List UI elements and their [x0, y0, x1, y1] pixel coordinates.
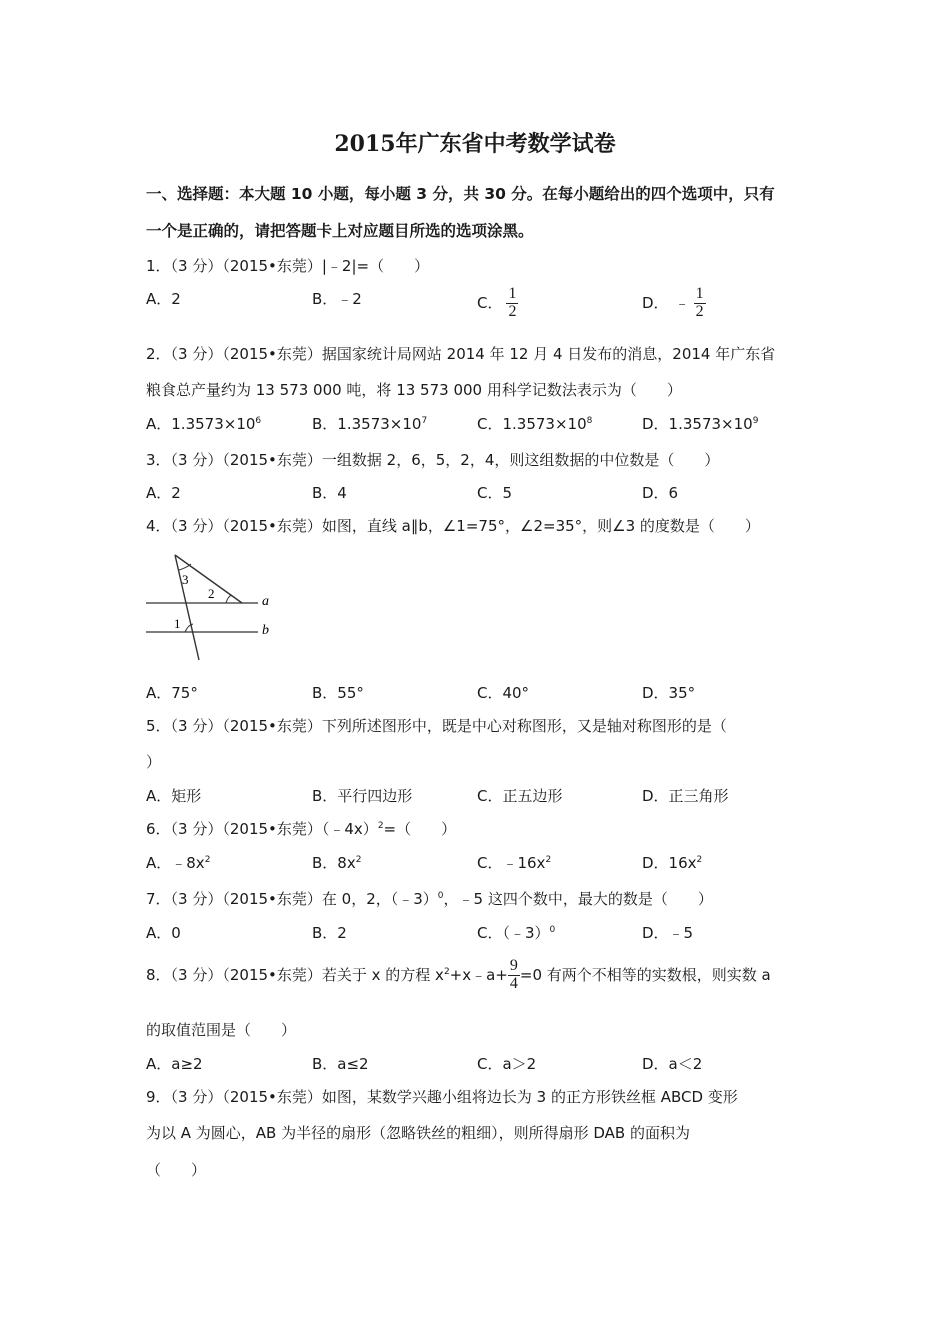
- q6-option-c: [477, 852, 551, 873]
- angle-2-arc: [226, 595, 232, 603]
- q5-option-a: A．矩形: [146, 787, 202, 805]
- q6-stem-exponent: 2: [377, 821, 384, 831]
- q8-stem-post: =0 有两个不相等的实数根，则实数 a: [519, 965, 771, 984]
- q7-option-a: A．0: [146, 924, 181, 942]
- q1-option-b: B．﹣2: [312, 290, 362, 308]
- q7-stem: [146, 888, 816, 909]
- q3-stem: 3．（3 分）（2015•东莞）一组数据 2，6，5，2，4，则这组数据的中位数是（ ）: [146, 451, 720, 469]
- q5-option-d: D．正三角形: [642, 787, 729, 805]
- q2-d-base: D．1.3573×10: [642, 415, 753, 433]
- section-heading-line-1: 一、选择题：本大题 10 小题，每小题 3 分，共 30 分。在每小题给出的四个选项中，只有: [146, 185, 775, 203]
- section-heading-line-2: 一个是正确的，请把答题卡上对应题目所选的选项涂黑。: [146, 222, 534, 240]
- q7-c-exponent: 0: [549, 925, 556, 935]
- q2-a-exponent: 6: [255, 416, 262, 426]
- q2-options: [146, 413, 806, 435]
- q3-option-a: A．2: [146, 484, 181, 502]
- q8-fraction-denominator: 4: [509, 974, 518, 992]
- q1-option-a: A．2: [146, 290, 181, 308]
- q2-stem-line-1: 2．（3 分）（2015•东莞）据国家统计局网站 2014 年 12 月 4 日发布的消息，2014 年广东省: [146, 345, 776, 363]
- q8-stem: [146, 958, 816, 993]
- q6-option-d: [642, 852, 702, 873]
- q8-stem-pre: 8．（3 分）（2015•东莞）若关于 x 的方程 x: [146, 965, 444, 984]
- q4-options: [146, 682, 806, 704]
- q5-options: [146, 785, 806, 807]
- q2-c-base: C．1.3573×10: [477, 415, 587, 433]
- q5-option-c: C．正五边形: [477, 787, 563, 805]
- q1-option-d-sign: ﹣: [674, 293, 690, 312]
- q4-parallel-lines-figure: [146, 550, 281, 664]
- q9-stem-line-2: 为以 A 为圆心，AB 为半径的扇形（忽略铁丝的粗细），则所得扇形 DAB 的面积为: [146, 1124, 690, 1142]
- line-a-label: a: [262, 594, 269, 609]
- q1-option-c-label: C．: [477, 293, 503, 312]
- q6-c-exponent: 2: [545, 855, 552, 865]
- q8-stem-line-2: 的取值范围是（ ）: [146, 1021, 297, 1039]
- q8-option-c: C．a＞2: [477, 1055, 537, 1073]
- angle-3-arc: [179, 564, 191, 570]
- q7-c-base: C．（﹣3）: [477, 924, 550, 942]
- q6-option-b: [312, 852, 361, 873]
- q8-option-a: A．a≥2: [146, 1055, 203, 1073]
- q3-option-b: B．4: [312, 484, 347, 502]
- q1-option-d-label: D．: [642, 293, 669, 312]
- q1-options: [146, 285, 806, 320]
- q6-d-base: D．16x: [642, 854, 697, 872]
- q1-option-d: [642, 286, 706, 321]
- q2-a-base: A．1.3573×10: [146, 415, 256, 433]
- q5-option-b: B．平行四边形: [312, 787, 413, 805]
- angle-2-label: 2: [208, 586, 215, 601]
- q6-b-base: B．8x: [312, 854, 356, 872]
- q7-stem-post: ，﹣5 这四个数中，最大的数是（ ）: [443, 890, 713, 908]
- q6-options: [146, 852, 806, 874]
- q2-option-a: [146, 413, 261, 434]
- q2-b-exponent: 7: [421, 416, 428, 426]
- page-title: 2015年广东省中考数学试卷: [334, 131, 616, 157]
- q4-option-d: D．35°: [642, 684, 696, 702]
- q1-option-c-fraction: [506, 286, 518, 321]
- q7-stem-pre: 7．（3 分）（2015•东莞）在 0，2，（﹣3）: [146, 890, 438, 908]
- q6-d-exponent: 2: [696, 855, 703, 865]
- q4-option-c: C．40°: [477, 684, 530, 702]
- q2-option-b: [312, 413, 427, 434]
- q8-stem-exponent: 2: [443, 966, 450, 977]
- q2-stem-line-2: 粮食总产量约为 13 573 000 吨，将 13 573 000 用科学记数法表示为（ ）: [146, 381, 682, 399]
- q6-c-base: C．﹣16x: [477, 854, 546, 872]
- q7-options: [146, 922, 806, 944]
- q8-fraction: [508, 958, 520, 993]
- q1-c-denominator: 2: [508, 302, 517, 320]
- q2-b-base: B．1.3573×10: [312, 415, 422, 433]
- q4-option-b: B．55°: [312, 684, 364, 702]
- angle-1-label: 1: [174, 616, 181, 631]
- q1-d-numerator: 1: [695, 285, 704, 302]
- q2-option-c: [477, 413, 592, 434]
- q6-b-exponent: 2: [355, 855, 362, 865]
- q6-a-base: A．﹣8x: [146, 854, 205, 872]
- q5-stem-line-1: 5．（3 分）（2015•东莞）下列所述图形中，既是中心对称图形，又是轴对称图形的是（: [146, 717, 727, 735]
- q8-option-b: B．a≤2: [312, 1055, 369, 1073]
- q1-d-denominator: 2: [695, 302, 704, 320]
- q1-stem: 1．（3 分）（2015•东莞）|﹣2|=（ ）: [146, 257, 430, 275]
- q8-option-d: D．a＜2: [642, 1055, 703, 1073]
- q3-option-d: D．6: [642, 484, 679, 502]
- q7-option-b: B．2: [312, 924, 347, 942]
- q2-c-exponent: 8: [586, 416, 593, 426]
- q8-stem-mid: +x﹣a+: [449, 965, 508, 984]
- q7-stem-exponent: 0: [437, 891, 444, 901]
- q6-stem-pre: 6．（3 分）（2015•东莞）（﹣4x）: [146, 820, 378, 838]
- q8-options: [146, 1053, 806, 1075]
- q5-stem-line-2: ）: [146, 753, 162, 771]
- angle-3-label: 3: [182, 572, 189, 587]
- q6-stem-post: =（ ）: [383, 820, 457, 838]
- transversal-line: [175, 555, 199, 660]
- q2-d-exponent: 9: [752, 416, 759, 426]
- q7-option-c: [477, 922, 555, 943]
- q2-option-d: [642, 413, 758, 434]
- q9-stem-line-3: （ ）: [146, 1161, 207, 1179]
- q1-option-c: [477, 286, 518, 321]
- q4-option-a: A．75°: [146, 684, 198, 702]
- q4-stem: 4．（3 分）（2015•东莞）如图，直线 a∥b，∠1=75°，∠2=35°，则∠3 的度数是（ ）: [146, 517, 760, 535]
- q6-stem: [146, 818, 816, 839]
- q7-option-d: D．﹣5: [642, 924, 694, 942]
- q3-options: [146, 482, 806, 504]
- q9-stem-line-1: 9．（3 分）（2015•东莞）如图，某数学兴趣小组将边长为 3 的正方形铁丝框 ABCD 变形: [146, 1088, 738, 1106]
- q1-option-d-fraction: [694, 286, 706, 321]
- q6-a-exponent: 2: [204, 855, 211, 865]
- q1-c-numerator: 1: [508, 285, 517, 302]
- q6-option-a: [146, 852, 210, 873]
- q8-fraction-numerator: 9: [509, 957, 518, 974]
- line-b-label: b: [262, 623, 269, 638]
- q3-option-c: C．5: [477, 484, 513, 502]
